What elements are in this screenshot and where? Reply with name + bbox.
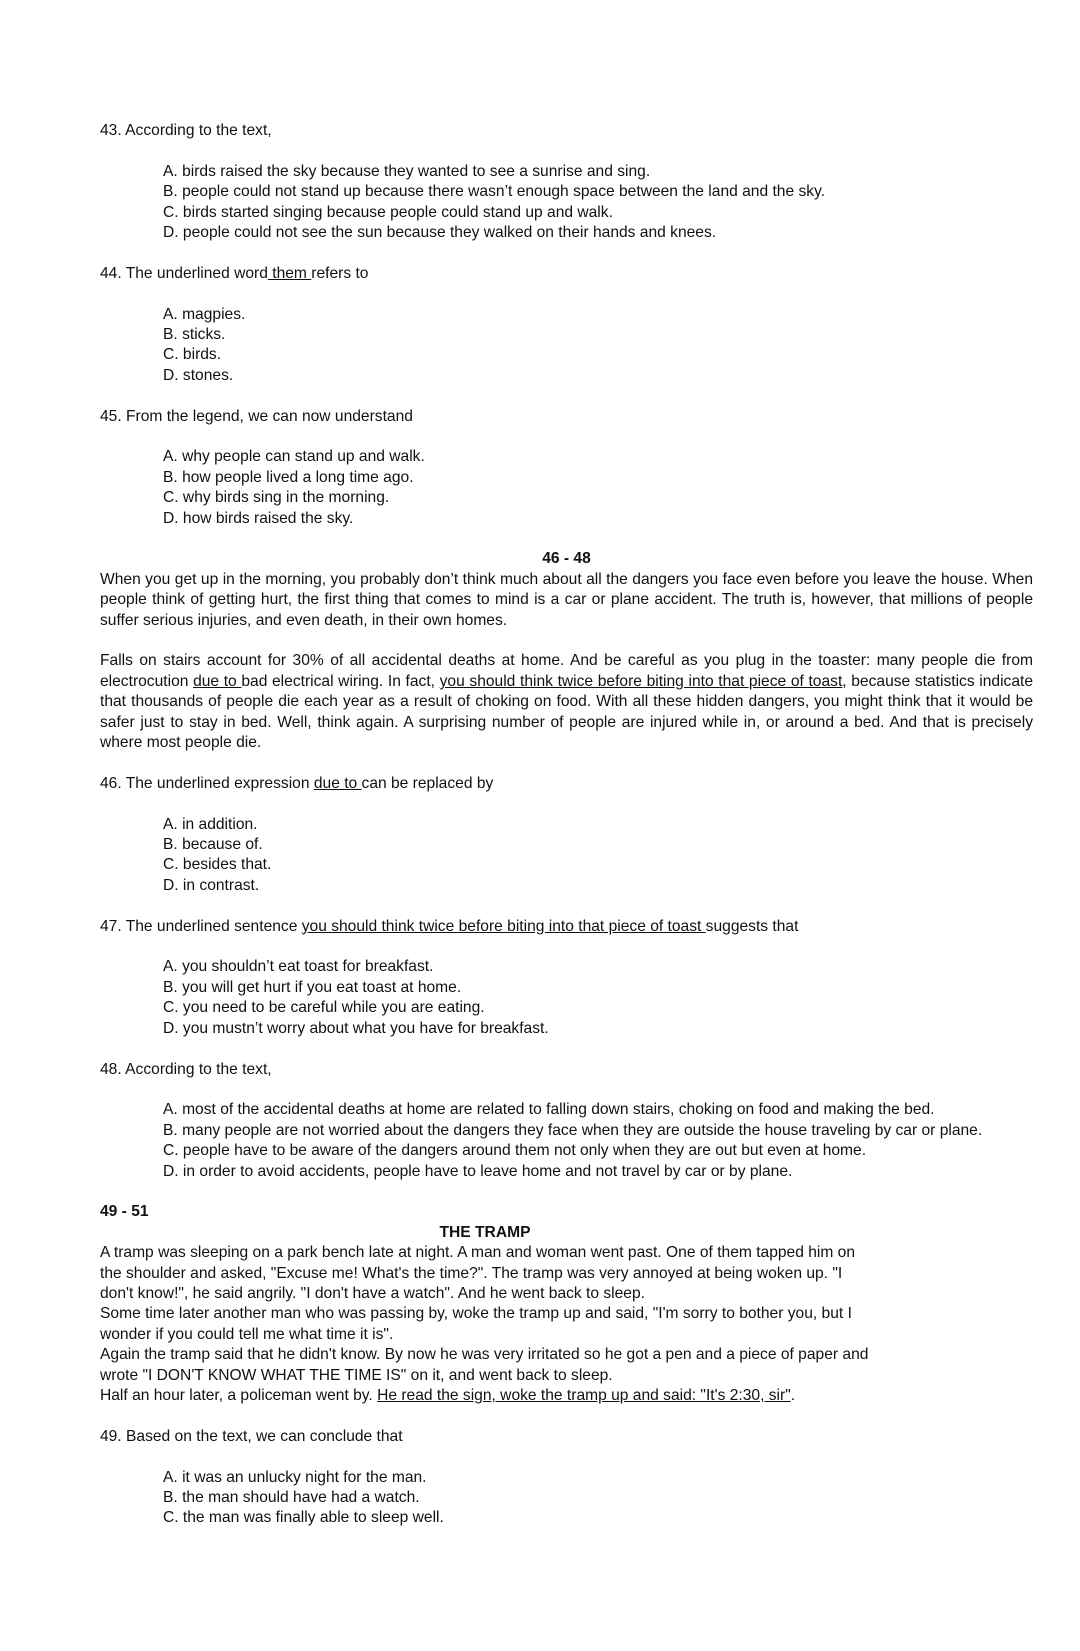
option-d: D. stones.	[163, 366, 234, 384]
option-a: A. it was an unlucky night for the man.	[163, 1468, 427, 1486]
option-d: D. people could not see the sun because they walked on their hands and knees.	[163, 224, 717, 242]
question-44	[100, 264, 1033, 386]
stem-text: 44. The underlined word	[100, 264, 268, 282]
option-c: C. birds.	[163, 346, 222, 364]
passage-paragraph	[100, 1386, 900, 1406]
underlined-sentence: you should think twice before biting into that piece of toast	[439, 672, 843, 690]
question-stem: 45. From the legend, we can now understand	[100, 407, 413, 425]
question-stem: 49. Based on the text, we can conclude that	[100, 1427, 403, 1445]
passage-paragraph: Again the tramp said that he didn't know. By now he was very irritated so he got a pen and a piece of paper and wrote "I DON'T KNOW WHAT THE TIME IS" on it, and went back to sleep.	[100, 1346, 869, 1384]
underlined-word: them	[267, 264, 312, 282]
option-c: C. why birds sing in the morning.	[163, 489, 390, 507]
option-c: C. you need to be careful while you are eating.	[163, 999, 485, 1017]
option-a: A. why people can stand up and walk.	[163, 448, 425, 466]
question-47	[100, 917, 1033, 1039]
option-b: B. because of.	[163, 836, 263, 854]
passage-49-51	[100, 1202, 1033, 1406]
option-b: B. sticks.	[163, 326, 226, 344]
passage-title: THE TRAMP	[439, 1223, 531, 1241]
underlined-expression: due to	[313, 774, 362, 792]
option-c: C. besides that.	[163, 856, 272, 874]
option-a: A. birds raised the sky because they wanted to see a sunrise and sing.	[163, 162, 651, 180]
option-c: C. people have to be aware of the dangers around them not only when they are out but even at home.	[163, 1142, 867, 1160]
stem-text: can be replaced by	[361, 774, 494, 792]
option-a: A. in addition.	[163, 815, 258, 833]
stem-text: 47. The underlined sentence	[100, 917, 302, 935]
option-d: D. in contrast.	[163, 876, 260, 894]
underlined-sentence: He read the sign, woke the tramp up and said: "It's 2:30, sir"	[377, 1386, 791, 1404]
question-43	[100, 121, 1033, 243]
question-45	[100, 407, 1033, 529]
text: Falls on stairs account for 30% of all accidental deaths at home. And be careful as you plug in the toaster: many people die from electrocution	[100, 652, 1033, 690]
option-c: C. the man was finally able to sleep well.	[163, 1509, 444, 1527]
question-stem	[100, 774, 1033, 794]
passage-range: 49 - 51	[100, 1203, 149, 1221]
passage-paragraph	[100, 651, 1033, 753]
question-48	[100, 1060, 1033, 1182]
stem-text: refers to	[311, 264, 369, 282]
option-a: A. most of the accidental deaths at home are related to falling down stairs, choking on food and making the bed.	[163, 1101, 935, 1119]
question-46	[100, 774, 1033, 896]
passage-range: 46 - 48	[542, 550, 591, 568]
option-c: C. birds started singing because people could stand up and walk.	[163, 203, 613, 221]
option-b: B. people could not stand up because there wasn’t enough space between the land and the sky.	[163, 183, 826, 201]
option-d: D. in order to avoid accidents, people have to leave home and not travel by car or by plane.	[163, 1162, 793, 1180]
question-stem	[100, 264, 1033, 284]
option-d: D. how birds raised the sky.	[163, 509, 354, 527]
passage-paragraph: When you get up in the morning, you probably don’t think much about all the dangers you face even before you leave the house. When people think of getting hurt, the first thing that comes to mind is a car or plane accident. The truth is, however, that millions of people suffer serious injuries, and even death, in their own homes.	[100, 570, 1033, 629]
underlined-sentence: you should think twice before biting into that piece of toast	[301, 917, 706, 935]
question-49	[100, 1427, 1033, 1529]
option-a: A. you shouldn’t eat toast for breakfast.	[163, 958, 434, 976]
option-a: A. magpies.	[163, 305, 246, 323]
option-d: D. you mustn’t worry about what you have for breakfast.	[163, 1019, 549, 1037]
underlined-expression: due to	[193, 672, 242, 690]
stem-text: 46. The underlined expression	[100, 774, 314, 792]
question-stem: 43. According to the text,	[100, 122, 272, 139]
option-b: B. the man should have had a watch.	[163, 1488, 420, 1506]
question-stem	[100, 917, 1033, 937]
stem-text: suggests that	[705, 917, 799, 935]
passage-paragraph: Some time later another man who was passing by, woke the tramp up and said, "I'm sorry to bother you, but I wonder if you could tell me what time it is".	[100, 1305, 852, 1343]
text: bad electrical wiring. In fact,	[241, 672, 440, 690]
text: Half an hour later, a policeman went by.	[100, 1386, 378, 1404]
passage-46-48	[100, 549, 1033, 753]
option-b: B. how people lived a long time ago.	[163, 468, 414, 486]
text: .	[790, 1386, 796, 1404]
question-stem: 48. According to the text,	[100, 1060, 272, 1078]
text: , because statistics indicate that thousands of people die each year as a result of choking on food. With all these hidden dangers, you might think that it would be safer just to stay in bed. Well, think again. A surprising number of people are injured while in, or around a bed. And that is precisely where most people die.	[100, 672, 1034, 752]
passage-paragraph: A tramp was sleeping on a park bench late at night. A man and woman went past. One of them tapped him on the shoulder and asked, "Excuse me! What's the time?". The tramp was very annoyed at being woken up. "I don't know!", he said angrily. "I don't have a watch". And he went back to sleep.	[100, 1244, 856, 1302]
option-b: B. you will get hurt if you eat toast at home.	[163, 978, 462, 996]
option-b: B. many people are not worried about the dangers they face when they are outside the house traveling by car or plane.	[163, 1121, 983, 1139]
